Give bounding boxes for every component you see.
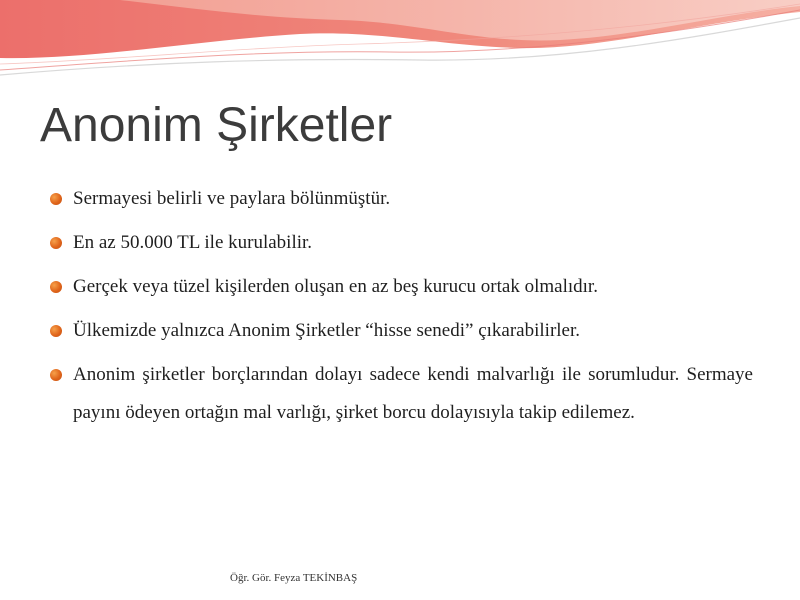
- bullet-icon: [50, 369, 62, 381]
- bullet-text: Ülkemizde yalnızca Anonim Şirketler “hisse senedi” çıkarabilirler.: [73, 320, 581, 341]
- bullet-item: [48, 268, 753, 306]
- slide-title: Anonim Şirketler: [40, 99, 393, 152]
- bullet-icon: [50, 237, 62, 249]
- bullet-icon: [50, 193, 62, 205]
- bullet-text: Gerçek veya tüzel kişilerden oluşan en az beş kurucu ortak olmalıdır.: [73, 276, 598, 297]
- bullet-item: [48, 312, 753, 350]
- bullet-text: En az 50.000 TL ile kurulabilir.: [73, 232, 313, 253]
- bullet-item: [48, 356, 753, 432]
- bullet-item: [48, 224, 753, 262]
- bullet-list: [48, 180, 753, 432]
- footer-author: Öğr. Gör. Feyza TEKİNBAŞ: [230, 572, 358, 584]
- bullet-item: [48, 180, 753, 218]
- bullet-text: Sermayesi belirli ve paylara bölünmüştür.: [73, 188, 391, 209]
- bullet-icon: [50, 281, 62, 293]
- header-wave-decoration: [0, 0, 800, 100]
- bullet-text: Anonim şirketler borçlarından dolayı sadece kendi malvarlığı ile sorumludur. Sermaye payını ödeyen ortağın mal varlığı, şirket borcu dolayısıyla takip edilemez.: [73, 364, 753, 423]
- bullet-icon: [50, 325, 62, 337]
